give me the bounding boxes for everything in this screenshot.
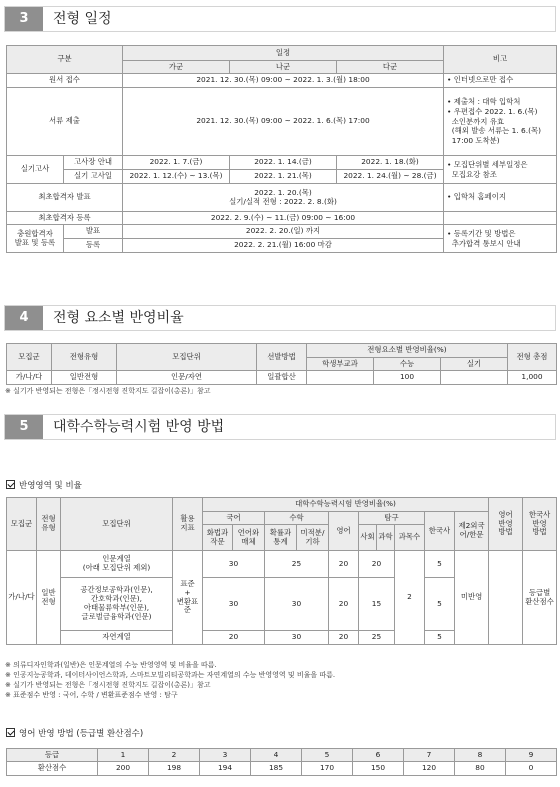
suneung-table [6, 497, 557, 645]
section-3-header [4, 6, 556, 32]
header-yuhyeong: 전형유형 [52, 344, 117, 371]
note: ※ 실기가 반영되는 전형은「정시전형 진학지도 길잡이(총론)」참고 [5, 387, 211, 395]
row-date: 2021. 12. 30.(목) 09:00 ~ 2022. 1. 3.(월) 18:00 [123, 74, 444, 88]
checkbox-icon [6, 728, 15, 737]
grade-cell: 6 [353, 749, 404, 762]
header-k2: 언어와 매체 [233, 525, 265, 551]
header-kor: 국어 [203, 512, 265, 525]
grade-cell: 5 [302, 749, 353, 762]
cell-unit: 공간정보공학과(인문), 간호학과(인문), 아태물류학부(인문), 글로벌금융학과(인문) [61, 578, 173, 631]
cell-eng: 20 [329, 551, 359, 578]
subheading: 반영영역 및 비율 [6, 480, 82, 492]
header-da: 다군 [337, 61, 444, 74]
section-number: 4 [5, 306, 43, 330]
row-label: 실기 고사일 [64, 170, 123, 184]
cell-unit: 인문계열 (아래 모집단위 제외) [61, 551, 173, 578]
row-note: • 등록기간 및 방법은 추가합격 통보시 안내 [444, 225, 557, 253]
header-unit: 모집단위 [61, 498, 173, 551]
cell-tam: 20 [359, 551, 395, 578]
row-group: 충원합격자 발표 및 등록 [7, 225, 64, 253]
section-title: 전형 일정 [53, 11, 112, 27]
row-label: 고사장 안내 [64, 156, 123, 170]
score-cell: 120 [404, 762, 455, 776]
score-cell: 200 [98, 762, 149, 776]
cell-type: 일반 전형 [37, 551, 61, 645]
header-iljeong: 일정 [123, 46, 444, 61]
cell-eng: 20 [329, 578, 359, 631]
score-cell: 80 [455, 762, 506, 776]
header-je2: 제2외국 어/한문 [455, 512, 489, 551]
row-label: 최초합격자 발표 [7, 184, 123, 212]
grade-cell: 3 [200, 749, 251, 762]
header-ratio: 전형요소별 반영비율(%) [307, 344, 508, 358]
header-gubun: 구분 [7, 46, 123, 74]
header-gun: 모집군 [7, 498, 37, 551]
header-mojipgun: 모집군 [7, 344, 52, 371]
header-silgi: 실기 [441, 358, 508, 371]
row-date: 2022. 1. 20.(목) 실기/실적 전형 : 2022. 2. 8.(화) [123, 184, 444, 212]
cell-date: 2022. 1. 18.(화) [337, 156, 444, 170]
header-index: 활용 지표 [173, 498, 203, 551]
score-cell: 198 [149, 762, 200, 776]
row-date: 2021. 12. 30.(목) 09:00 ~ 2022. 1. 6.(목) 17:00 [123, 88, 444, 156]
row-label: 원서 접수 [7, 74, 123, 88]
cell-date: 2022. 1. 12.(수) ~ 13.(목) [123, 170, 230, 184]
header-type: 전형 유형 [37, 498, 61, 551]
row-label: 서류 제출 [7, 88, 123, 156]
header-ratio: 대학수학능력시험 반영비율(%) [203, 498, 489, 512]
header-score: 환산점수 [7, 762, 98, 776]
cell-gun: 가/나/다 [7, 371, 52, 385]
grade-cell: 8 [455, 749, 506, 762]
grade-cell: 4 [251, 749, 302, 762]
grade-cell: 1 [98, 749, 149, 762]
score-cell: 150 [353, 762, 404, 776]
cell-tam: 15 [359, 578, 395, 631]
section-number: 5 [5, 415, 43, 439]
grade-cell: 9 [506, 749, 557, 762]
row-note: • 모집단위별 세부일정은 모집요강 참조 [444, 156, 557, 184]
header-seonbal: 선발방법 [257, 344, 307, 371]
cell-math: 30 [265, 631, 329, 645]
header-grade: 등급 [7, 749, 98, 762]
cell-tam: 25 [359, 631, 395, 645]
row-note: • 입학처 홈페이지 [444, 184, 557, 212]
cell-je2: 미반영 [455, 551, 489, 645]
cell-unit: 자연계열 [61, 631, 173, 645]
cell-silgi [441, 371, 508, 385]
row-group: 실기고사 [7, 156, 64, 184]
header-k1: 화법과 작문 [203, 525, 233, 551]
header-t3: 과목수 [395, 525, 425, 551]
cell-hakseng [307, 371, 374, 385]
header-t2: 과학 [377, 525, 395, 551]
cell-eng-method [489, 551, 523, 645]
header-ga: 가군 [123, 61, 230, 74]
cell-math: 30 [265, 578, 329, 631]
header-total: 전형 총점 [508, 344, 557, 371]
cell-date: 2022. 1. 14.(금) [230, 156, 337, 170]
header-t1: 사회 [359, 525, 377, 551]
cell-type: 일반전형 [52, 371, 117, 385]
cell-kor: 30 [203, 551, 265, 578]
cell-hist-method: 등급별 환산점수 [523, 551, 557, 645]
section-4-header [4, 305, 556, 331]
header-eng-method: 영어 반영 방법 [489, 498, 523, 551]
row-date: 2022. 2. 20.(일) 까지 [123, 225, 444, 239]
row-date: 2022. 2. 21.(월) 16:00 마감 [123, 239, 444, 253]
header-m1: 확률과 통계 [265, 525, 297, 551]
cell-date: 2022. 1. 7.(금) [123, 156, 230, 170]
header-tam: 탐구 [359, 512, 425, 525]
header-english: 영어 [329, 512, 359, 551]
header-suneung: 수능 [374, 358, 441, 371]
grade-cell: 2 [149, 749, 200, 762]
section-title: 대학수학능력시험 반영 방법 [53, 419, 225, 435]
cell-kor: 30 [203, 578, 265, 631]
cell-hist: 5 [425, 631, 455, 645]
row-label: 등록 [64, 239, 123, 253]
section-5-header [4, 414, 556, 440]
grade-cell: 7 [404, 749, 455, 762]
ratio-table [6, 343, 557, 385]
row-note: • 제출처 : 대학 입학처 • 우편접수 2022. 1. 6.(목) 소인분까지 유효 (해외 발송 서류는 1. 6.(목) 17:00 도착분) [444, 88, 557, 156]
header-m2: 미적분/ 기하 [297, 525, 329, 551]
score-cell: 0 [506, 762, 557, 776]
section-number: 3 [5, 7, 43, 31]
cell-unit: 인문/자연 [117, 371, 257, 385]
cell-hist: 5 [425, 551, 455, 578]
notes: ※ 의류디자인학과(일반)은 인문계열의 수능 반영영역 및 비율을 따름. ※ 인공지능공학과, 데이터사이언스학과, 스마트모빌리티공학과는 자연계열의 수능 반영영역 및 비율을 따름. ※ 실기가 반영되는 전형은「정시전형 진학지도 길잡이(총론)」참고 ※ 표준점수 반영 : 국어, 수학 / 변환표준점수 반영 : 탐구 [5, 661, 336, 699]
header-bigo: 비고 [444, 46, 557, 74]
score-cell: 185 [251, 762, 302, 776]
header-hanguksa: 한국사 [425, 512, 455, 551]
cell-math: 25 [265, 551, 329, 578]
cell-total: 1,000 [508, 371, 557, 385]
cell-eng: 20 [329, 631, 359, 645]
english-grade-table [6, 748, 557, 776]
subheading: 영어 반영 방법 (등급별 환산점수) [6, 728, 143, 740]
section-title: 전형 요소별 반영비율 [53, 310, 184, 326]
header-danwi: 모집단위 [117, 344, 257, 371]
header-math: 수학 [265, 512, 329, 525]
header-hist-method: 한국사 반영 방법 [523, 498, 557, 551]
row-note-empty [444, 212, 557, 225]
cell-method: 일괄합산 [257, 371, 307, 385]
score-cell: 194 [200, 762, 251, 776]
header-hakseng: 학생부교과 [307, 358, 374, 371]
row-label: 발표 [64, 225, 123, 239]
cell-index: 표준 + 변환표준 [173, 551, 203, 645]
row-note: • 인터넷으로만 접수 [444, 74, 557, 88]
schedule-table [6, 45, 557, 253]
header-na: 나군 [230, 61, 337, 74]
cell-kor: 20 [203, 631, 265, 645]
cell-date: 2022. 1. 24.(월) ~ 28.(금) [337, 170, 444, 184]
row-date: 2022. 2. 9.(수) ~ 11.(금) 09:00 ~ 16:00 [123, 212, 444, 225]
checkbox-icon [6, 480, 15, 489]
score-cell: 170 [302, 762, 353, 776]
cell-date: 2022. 1. 21.(목) [230, 170, 337, 184]
cell-tam-count: 2 [395, 551, 425, 645]
cell-suneung: 100 [374, 371, 441, 385]
row-label: 최초합격자 등록 [7, 212, 123, 225]
cell-gun: 가/나/다 [7, 551, 37, 645]
cell-hist: 5 [425, 578, 455, 631]
